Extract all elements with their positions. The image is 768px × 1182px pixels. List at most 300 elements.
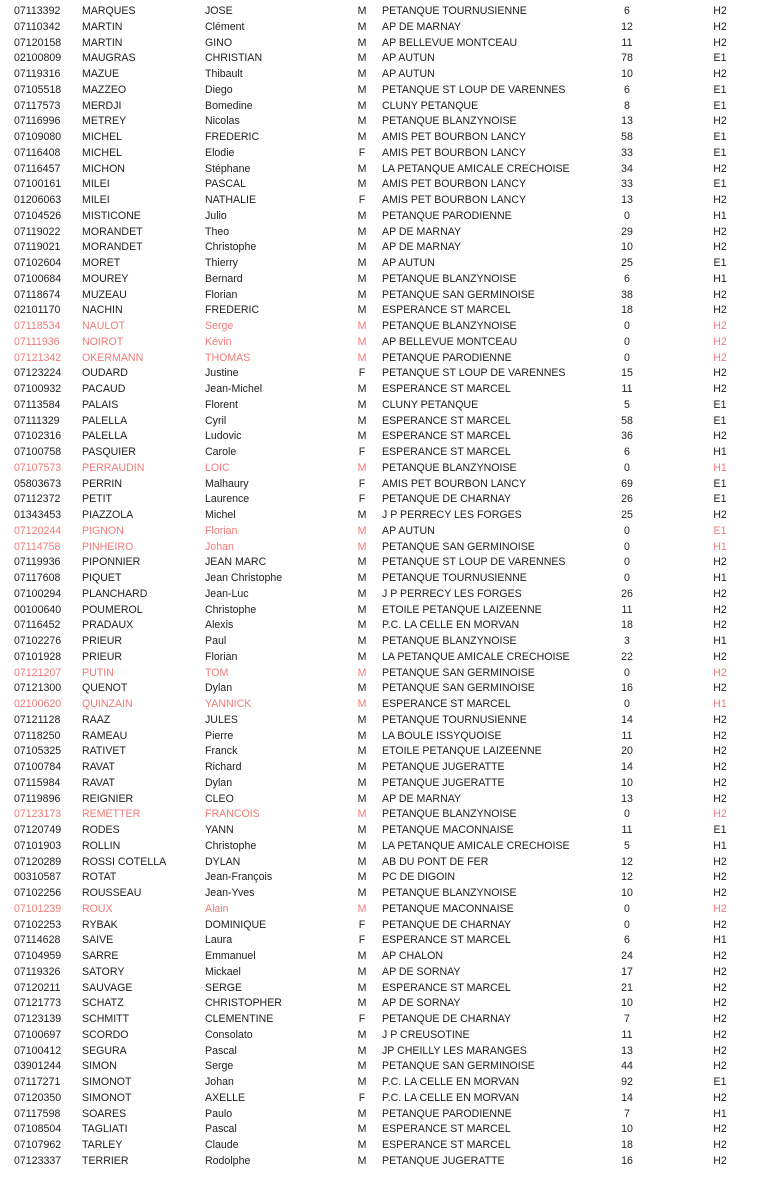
licence-number: 07123139 — [14, 1013, 62, 1025]
club-name: PETANQUE JUGERATTE — [382, 776, 505, 789]
category: H1 — [713, 572, 727, 584]
category: H1 — [713, 209, 727, 222]
club-name: CLUNY PETANQUE — [382, 99, 479, 112]
table-row — [0, 524, 768, 540]
first-name: NATHALIE — [205, 194, 257, 206]
points: 13 — [621, 115, 633, 128]
table-row — [0, 477, 768, 493]
licence-number: 07121300 — [14, 682, 62, 695]
points: 18 — [621, 1139, 633, 1151]
points: 25 — [621, 509, 633, 521]
last-name: MICHON — [82, 162, 125, 175]
category: H2 — [713, 981, 727, 994]
category: H2 — [713, 950, 727, 962]
sex: M — [357, 729, 367, 742]
table-row — [0, 603, 768, 619]
licence-number: 07117271 — [14, 1076, 61, 1088]
club-name: ESPERANCE ST MARCEL — [382, 1139, 511, 1151]
points: 0 — [624, 698, 630, 710]
last-name: MICHEL — [82, 131, 123, 143]
club-name: JP CHEILLY LES MARANGES — [382, 1044, 527, 1057]
table-row — [0, 634, 768, 650]
sex: M — [357, 997, 367, 1010]
sex: M — [357, 162, 367, 175]
points: 0 — [624, 666, 630, 679]
club-name: PETANQUE ST LOUP DE VARENNES — [382, 367, 566, 380]
club-name: PETANQUE SAN GERMINOISE — [382, 1060, 535, 1073]
first-name: CLEMENTINE — [205, 1013, 274, 1025]
first-name: Florian — [205, 288, 238, 301]
first-name: Bomedine — [205, 99, 253, 112]
club-name: PETANQUE TOURNUSIENNE — [382, 5, 527, 17]
club-name: PETANQUE SAN GERMINOISE — [382, 666, 535, 679]
last-name: PASQUIER — [82, 446, 136, 458]
licence-number: 07117573 — [14, 99, 61, 112]
last-name: PRIEUR — [82, 635, 123, 647]
licence-number: 07104526 — [14, 209, 62, 222]
club-name: AP BELLEVUE MONTCEAU — [382, 335, 518, 348]
first-name: JEAN MARC — [205, 556, 267, 569]
points: 69 — [621, 477, 633, 490]
first-name: Paulo — [205, 1107, 233, 1120]
club-name: PETANQUE DE CHARNAY — [382, 918, 512, 931]
first-name: Nicolas — [205, 115, 240, 128]
club-name: ESPERANCE ST MARCEL — [382, 414, 511, 427]
points: 3 — [624, 635, 630, 647]
first-name: Malhaury — [205, 477, 249, 490]
points: 5 — [624, 398, 630, 411]
table-row — [0, 1107, 768, 1123]
last-name: ROUX — [82, 902, 113, 915]
category: H2 — [713, 351, 727, 364]
last-name: MOUREY — [82, 272, 129, 285]
points: 34 — [621, 162, 633, 175]
category: H2 — [713, 745, 727, 758]
club-name: PETANQUE JUGERATTE — [382, 1154, 505, 1167]
club-name: PETANQUE ST LOUP DE VARENNES — [382, 83, 566, 96]
first-name: Jean-Michel — [205, 383, 263, 395]
first-name: Christophe — [205, 241, 257, 254]
last-name: QUINZAIN — [82, 698, 133, 710]
last-name: PLANCHARD — [82, 587, 148, 600]
first-name: Laura — [205, 934, 233, 947]
licence-number: 07118674 — [14, 288, 61, 301]
last-name: MARQUES — [82, 5, 136, 17]
club-name: AMIS PET BOURBON LANCY — [382, 146, 527, 159]
first-name: Paul — [205, 635, 227, 647]
licence-number: 07100684 — [14, 272, 62, 285]
last-name: RODES — [82, 824, 120, 836]
table-row — [0, 823, 768, 839]
points: 0 — [624, 540, 630, 553]
last-name: TERRIER — [82, 1154, 129, 1167]
last-name: OUDARD — [82, 367, 128, 380]
licence-number: 01206063 — [14, 194, 62, 206]
sex: M — [357, 398, 367, 411]
first-name: Jean-François — [205, 871, 273, 884]
category: E1 — [713, 83, 727, 96]
table-row — [0, 807, 768, 823]
licence-number: 07101928 — [14, 650, 62, 663]
club-name: LA PETANQUE AMICALE CRECHOISE — [382, 650, 570, 663]
points: 7 — [624, 1013, 630, 1025]
licence-number: 07120350 — [14, 1091, 62, 1104]
licence-number: 07116452 — [14, 619, 61, 632]
first-name: Serge — [205, 1060, 234, 1073]
first-name: DOMINIQUE — [205, 918, 267, 931]
first-name: Stéphane — [205, 162, 251, 175]
category: H2 — [713, 5, 727, 17]
points: 0 — [624, 335, 630, 348]
club-name: LA PETANQUE AMICALE CRECHOISE — [382, 839, 570, 852]
first-name: LOIC — [205, 461, 230, 474]
table-row — [0, 713, 768, 729]
points: 18 — [621, 619, 633, 632]
table-row — [0, 288, 768, 304]
table-row — [0, 839, 768, 855]
table-row — [0, 949, 768, 965]
licence-number: 07121773 — [14, 997, 62, 1010]
last-name: MORANDET — [82, 225, 143, 238]
table-row — [0, 445, 768, 461]
category: H1 — [713, 272, 727, 285]
first-name: Carole — [205, 446, 237, 458]
points: 0 — [624, 320, 630, 332]
first-name: PASCAL — [205, 178, 247, 191]
category: H2 — [713, 288, 727, 301]
points: 20 — [621, 745, 633, 758]
club-name: ESPERANCE ST MARCEL — [382, 698, 511, 710]
table-row — [0, 792, 768, 808]
sex: M — [357, 36, 367, 49]
licence-number: 07114628 — [14, 934, 61, 947]
club-name: PETANQUE SAN GERMINOISE — [382, 540, 535, 553]
first-name: Thierry — [205, 257, 238, 269]
licence-number: 07102276 — [14, 635, 62, 647]
first-name: TOM — [205, 666, 229, 679]
table-row — [0, 99, 768, 115]
licence-number: 07101903 — [14, 839, 62, 852]
sex: M — [357, 698, 367, 710]
last-name: RYBAK — [82, 918, 118, 931]
sex: M — [357, 1076, 367, 1088]
club-name: CLUNY PETANQUE — [382, 398, 479, 411]
licence-number: 07114758 — [14, 540, 61, 553]
licence-number: 07105325 — [14, 745, 62, 758]
club-name: PETANQUE BLANZYNOISE — [382, 320, 517, 332]
category: H2 — [713, 918, 727, 931]
last-name: SIMON — [82, 1060, 117, 1073]
points: 17 — [621, 965, 633, 978]
licence-number: 07123224 — [14, 367, 62, 380]
last-name: PERRIN — [82, 477, 123, 490]
category: H2 — [713, 335, 727, 348]
points: 58 — [621, 414, 633, 427]
club-name: LA PETANQUE AMICALE CRECHOISE — [382, 162, 570, 175]
points: 6 — [624, 83, 630, 96]
sex: F — [358, 1091, 366, 1104]
licence-number: 07111329 — [14, 414, 60, 427]
club-name: PETANQUE BLANZYNOISE — [382, 461, 517, 474]
table-row — [0, 1154, 768, 1170]
points: 58 — [621, 131, 633, 143]
licence-number: 00100640 — [14, 603, 62, 616]
table-row — [0, 996, 768, 1012]
club-name: AB DU PONT DE FER — [382, 855, 489, 868]
first-name: Consolato — [205, 1028, 253, 1041]
category: H2 — [713, 194, 727, 206]
last-name: ROLLIN — [82, 839, 121, 852]
table-row — [0, 83, 768, 99]
points: 12 — [621, 20, 633, 33]
first-name: Christophe — [205, 603, 257, 616]
category: H2 — [713, 997, 727, 1010]
licence-number: 07105518 — [14, 83, 62, 96]
last-name: SIMONOT — [82, 1091, 132, 1104]
last-name: PRADAUX — [82, 619, 134, 632]
first-name: Rodolphe — [205, 1154, 251, 1167]
category: H2 — [713, 225, 727, 238]
points: 33 — [621, 146, 633, 159]
category: H1 — [713, 540, 727, 553]
first-name: Cyril — [205, 414, 227, 427]
sex: M — [357, 587, 367, 600]
licence-number: 07104959 — [14, 950, 62, 962]
licence-number: 07118534 — [14, 320, 61, 332]
licence-number: 07120289 — [14, 855, 62, 868]
table-row — [0, 414, 768, 430]
sex: F — [358, 367, 366, 380]
last-name: NACHIN — [82, 304, 123, 317]
points: 10 — [621, 997, 633, 1010]
category: H2 — [713, 808, 727, 821]
points: 14 — [621, 761, 633, 773]
table-row — [0, 981, 768, 997]
licence-number: 07119022 — [14, 225, 61, 238]
licence-number: 07102253 — [14, 918, 62, 931]
licence-number: 07123337 — [14, 1154, 62, 1167]
sex: M — [357, 1107, 367, 1120]
table-row — [0, 744, 768, 760]
sex: M — [357, 871, 367, 884]
table-row — [0, 508, 768, 524]
licence-number: 03901244 — [14, 1060, 62, 1073]
last-name: METREY — [82, 115, 127, 128]
last-name: RAAZ — [82, 713, 111, 726]
table-row — [0, 256, 768, 272]
sex: M — [357, 824, 367, 836]
points: 8 — [624, 99, 630, 112]
table-row — [0, 918, 768, 934]
first-name: Pierre — [205, 729, 234, 742]
licence-number: 07100697 — [14, 1028, 62, 1041]
club-name: AP DE SORNAY — [382, 997, 461, 1010]
category: H2 — [713, 1091, 727, 1104]
category: E1 — [713, 131, 727, 143]
category: H2 — [713, 20, 727, 33]
first-name: Johan — [205, 540, 234, 553]
sex: M — [357, 540, 367, 553]
club-name: PETANQUE TOURNUSIENNE — [382, 572, 527, 584]
points: 14 — [621, 713, 633, 726]
category: E1 — [713, 1076, 727, 1088]
licence-number: 07121342 — [14, 351, 62, 364]
licence-number: 07119936 — [14, 556, 61, 569]
category: H2 — [713, 776, 727, 789]
category: E1 — [713, 493, 727, 506]
licence-number: 07107962 — [14, 1139, 62, 1151]
category: H2 — [713, 556, 727, 569]
points: 10 — [621, 1123, 633, 1136]
last-name: TARLEY — [82, 1139, 123, 1151]
points: 0 — [624, 351, 630, 364]
last-name: PALAIS — [82, 398, 119, 411]
licence-number: 07111936 — [14, 335, 60, 348]
first-name: Jean-Luc — [205, 587, 249, 600]
table-row — [0, 240, 768, 256]
licence-number: 07123173 — [14, 808, 62, 821]
last-name: NOIROT — [82, 335, 124, 348]
points: 11 — [621, 1028, 633, 1041]
points: 21 — [621, 981, 633, 994]
licence-number: 07113584 — [14, 398, 61, 411]
table-row — [0, 760, 768, 776]
club-name: AP AUTUN — [382, 68, 435, 80]
table-row — [0, 618, 768, 634]
points: 5 — [624, 839, 630, 852]
category: E1 — [713, 824, 727, 836]
points: 6 — [624, 5, 630, 17]
sex: M — [357, 761, 367, 773]
first-name: GINO — [205, 36, 233, 49]
sex: M — [357, 887, 367, 899]
licence-number: 07100294 — [14, 587, 62, 600]
table-row — [0, 965, 768, 981]
points: 14 — [621, 1091, 633, 1104]
points: 36 — [621, 430, 633, 443]
licence-number: 01343453 — [14, 509, 62, 521]
club-name: P.C. LA CELLE EN MORVAN — [382, 1091, 520, 1104]
first-name: Pascal — [205, 1044, 237, 1057]
points: 18 — [621, 304, 633, 317]
sex: M — [357, 745, 367, 758]
first-name: Emmanuel — [205, 950, 256, 962]
category: H2 — [713, 304, 727, 317]
category: H2 — [713, 1123, 727, 1136]
sex: M — [357, 335, 367, 348]
category: E1 — [713, 414, 727, 427]
table-row — [0, 461, 768, 477]
table-row — [0, 1059, 768, 1075]
last-name: PIAZZOLA — [82, 509, 134, 521]
first-name: JULES — [205, 713, 238, 726]
sex: M — [357, 383, 367, 395]
category: H2 — [713, 729, 727, 742]
sex: M — [357, 572, 367, 584]
sex: M — [357, 682, 367, 695]
table-row — [0, 650, 768, 666]
first-name: Theo — [205, 225, 230, 238]
club-name: PETANQUE BLANZYNOISE — [382, 808, 517, 821]
category: H2 — [713, 367, 727, 380]
licence-number: 05803673 — [14, 477, 62, 490]
licence-number: 07120158 — [14, 36, 62, 49]
table-row — [0, 67, 768, 83]
sex: M — [357, 792, 367, 805]
licence-number: 02101170 — [14, 304, 61, 317]
points: 92 — [621, 1076, 633, 1088]
category: E1 — [713, 398, 727, 411]
first-name: CHRISTOPHER — [205, 997, 282, 1010]
club-name: ETOILE PETANQUE LAIZEENNE — [382, 603, 542, 616]
club-name: AP CHALON — [382, 950, 444, 962]
category: H2 — [713, 1044, 727, 1057]
last-name: MARTIN — [82, 36, 123, 49]
sex: M — [357, 1154, 367, 1167]
sex: F — [358, 146, 366, 159]
first-name: JOSE — [205, 5, 233, 17]
category: H2 — [713, 1154, 727, 1167]
licence-number: 07109080 — [14, 131, 62, 143]
sex: F — [358, 918, 366, 931]
club-name: PETANQUE PARODIENNE — [382, 351, 512, 364]
first-name: FRANCOIS — [205, 808, 260, 821]
licence-number: 07101239 — [14, 902, 62, 915]
points: 10 — [621, 776, 633, 789]
table-row — [0, 902, 768, 918]
table-row — [0, 366, 768, 382]
category: H1 — [713, 635, 727, 647]
last-name: MISTICONE — [82, 209, 141, 222]
category: H2 — [713, 871, 727, 884]
category: H2 — [713, 36, 727, 49]
club-name: PETANQUE DE CHARNAY — [382, 1013, 512, 1025]
first-name: CHRISTIAN — [205, 52, 263, 65]
last-name: MAUGRAS — [82, 52, 136, 65]
club-name: ESPERANCE ST MARCEL — [382, 383, 511, 395]
category: E1 — [713, 52, 727, 65]
last-name: NAULOT — [82, 320, 125, 332]
sex: M — [357, 666, 367, 679]
first-name: Christophe — [205, 839, 257, 852]
club-name: PETANQUE DE CHARNAY — [382, 493, 512, 506]
points: 0 — [624, 209, 630, 222]
sex: M — [357, 225, 367, 238]
category: H2 — [713, 666, 727, 679]
category: E1 — [713, 178, 727, 191]
first-name: Justine — [205, 367, 239, 380]
points: 11 — [621, 824, 633, 836]
last-name: RAVAT — [82, 776, 115, 789]
category: E1 — [713, 146, 727, 159]
licence-number: 07116457 — [14, 162, 61, 175]
points: 0 — [624, 808, 630, 821]
licence-number: 07100784 — [14, 761, 62, 773]
club-name: P.C. LA CELLE EN MORVAN — [382, 1076, 520, 1088]
points: 10 — [621, 68, 633, 80]
last-name: REIGNIER — [82, 792, 134, 805]
points: 78 — [621, 52, 633, 65]
points: 38 — [621, 288, 633, 301]
last-name: RAVAT — [82, 761, 115, 773]
category: H2 — [713, 887, 727, 899]
first-name: Dylan — [205, 682, 233, 695]
sex: M — [357, 241, 367, 254]
sex: M — [357, 524, 367, 537]
licence-number: 07102604 — [14, 257, 62, 269]
sex: M — [357, 272, 367, 285]
club-name: P.C. LA CELLE EN MORVAN — [382, 619, 520, 632]
